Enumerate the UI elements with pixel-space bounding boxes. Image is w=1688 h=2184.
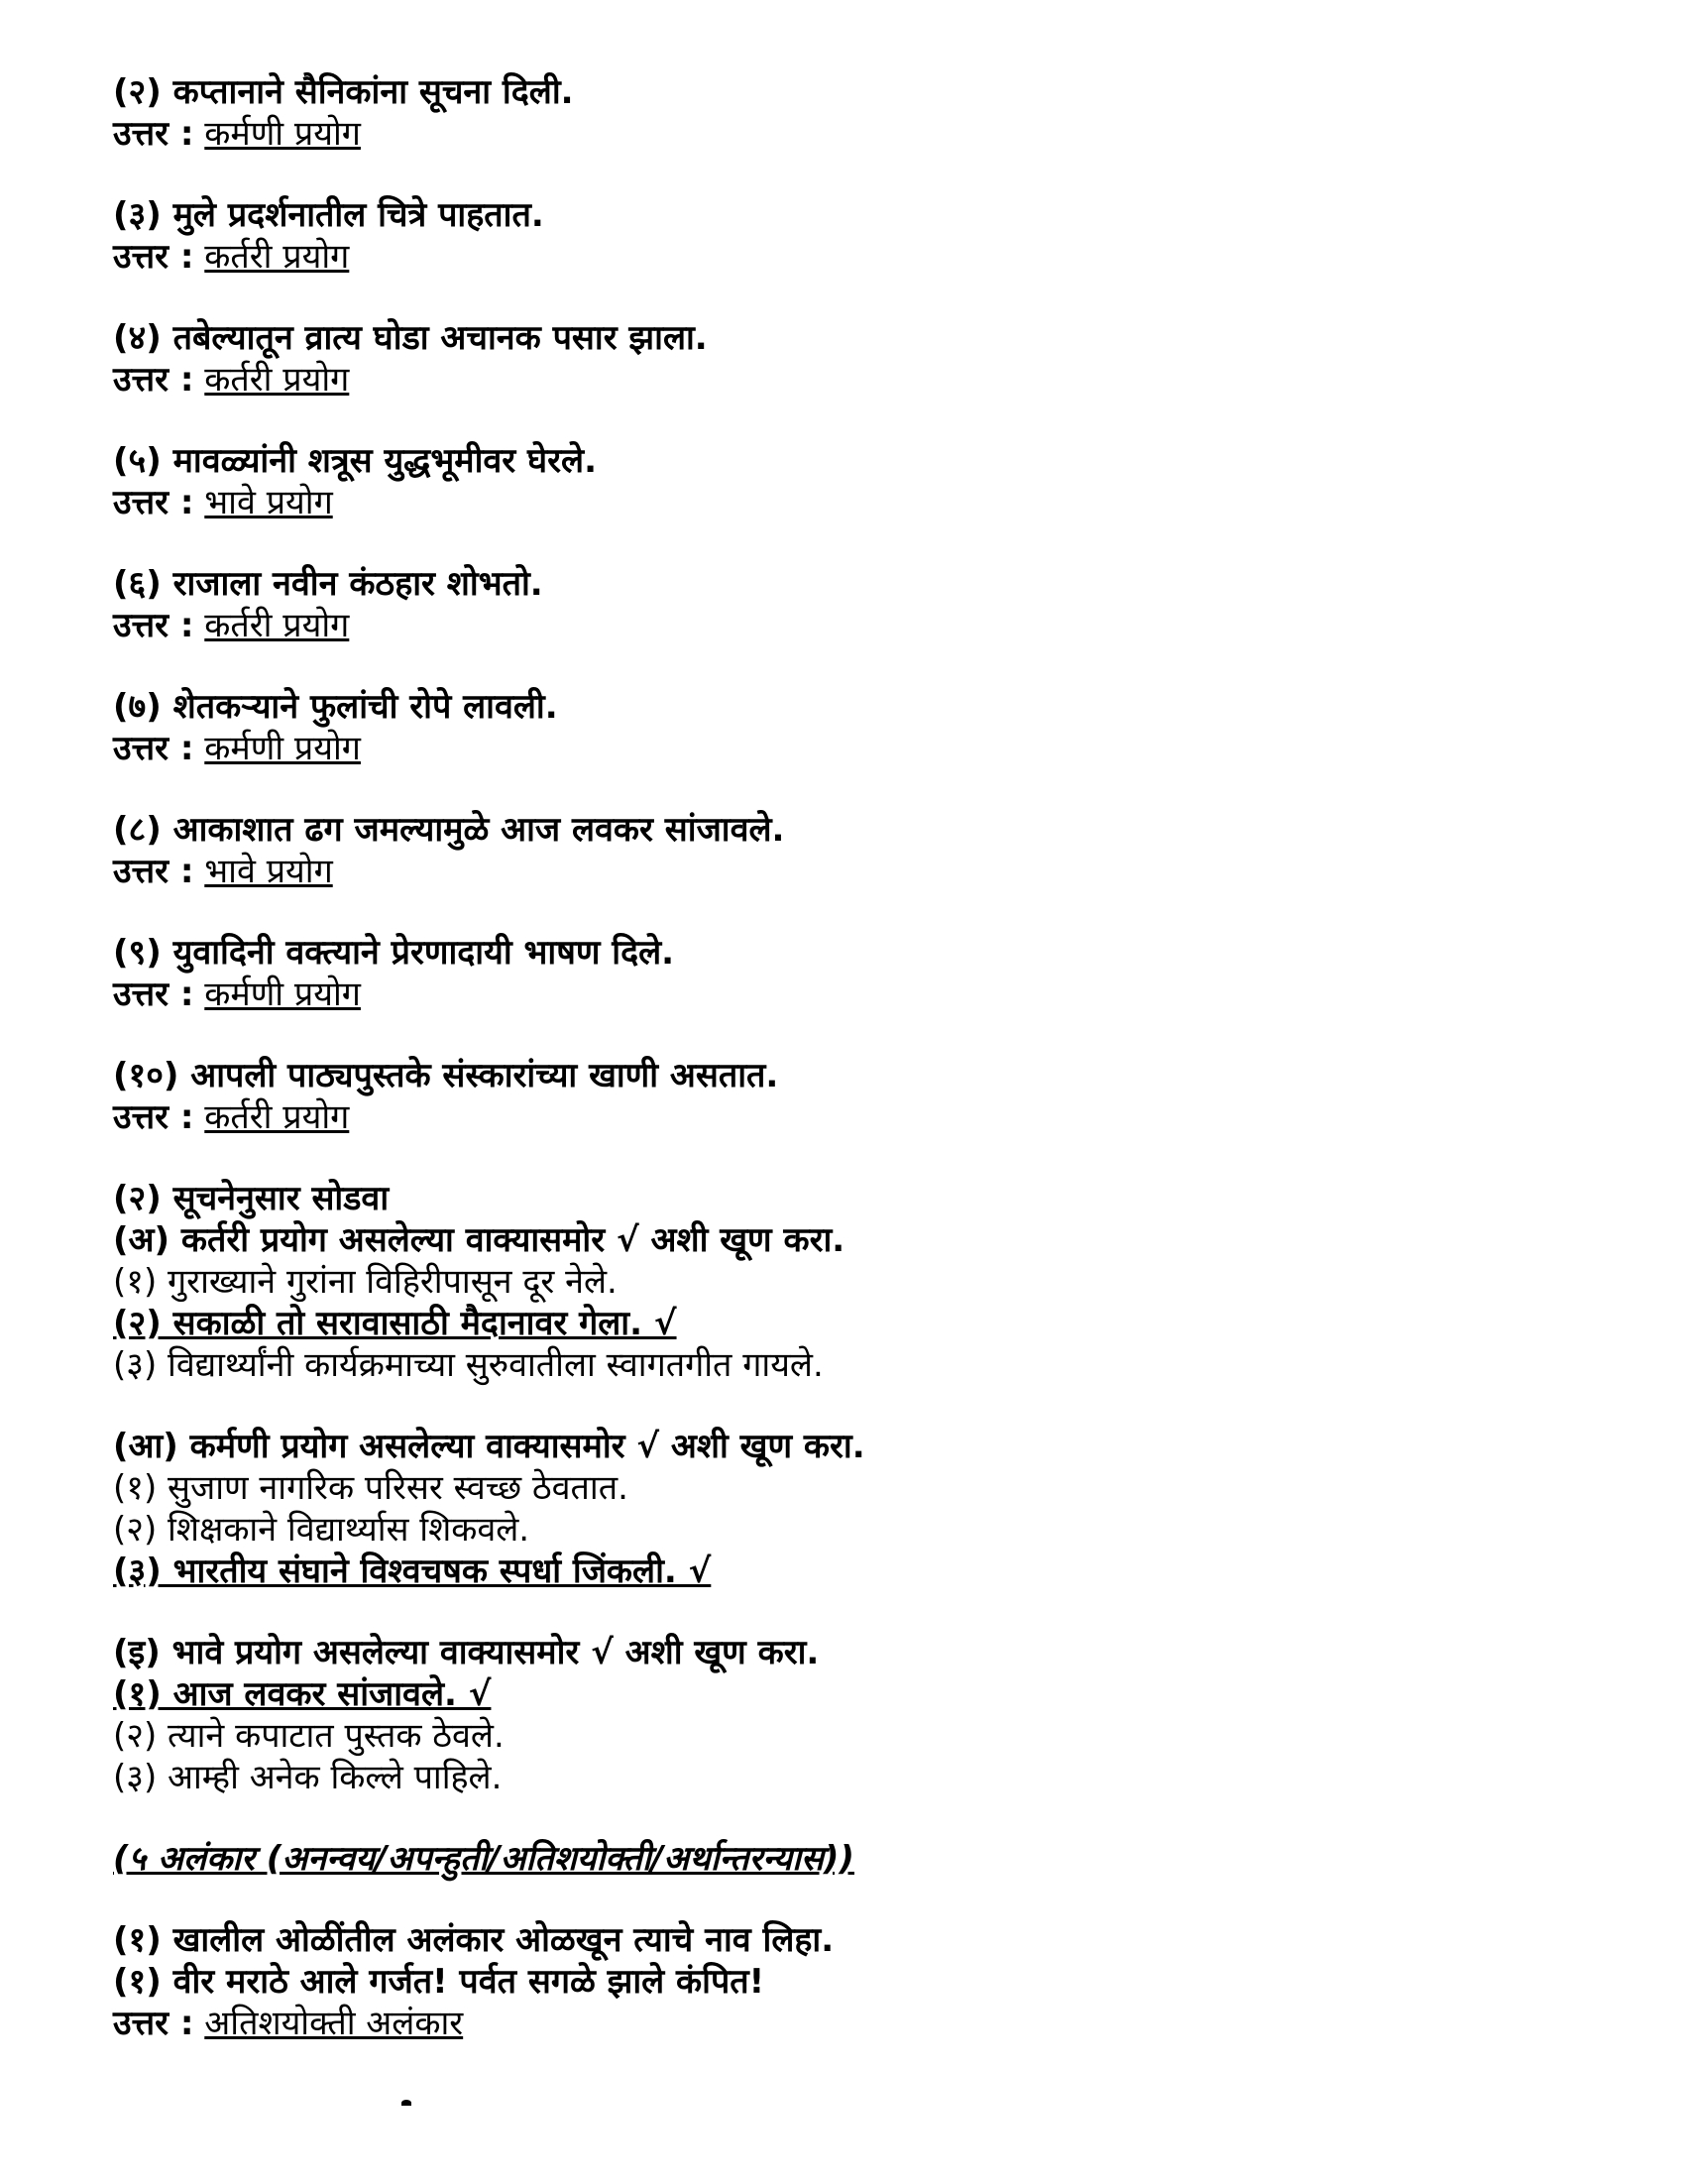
option-item: (३) विद्यार्थ्यांनी कार्यक्रमाच्या सुरुवातीला स्वागतगीत गायले. bbox=[113, 1345, 824, 1385]
question-alankar: (१) वीर मराठे आले गर्जत! पर्वत सगळे झाले कंपित! bbox=[113, 1962, 765, 2002]
question-8: (८) आकाशात ढग जमल्यामुळे आज लवकर सांजावले. bbox=[113, 810, 785, 850]
answer-label: उत्तर : bbox=[113, 729, 194, 768]
answer-value: कर्तरी प्रयोग bbox=[204, 237, 350, 277]
page-mark bbox=[401, 2100, 411, 2106]
answer-2 bbox=[113, 113, 1600, 155]
question-9: (९) युवादिनी वक्त्याने प्रेरणादायी भाषण दिले. bbox=[113, 933, 675, 973]
option-item-correct: (२) सकाळी तो सरावासाठी मैदानावर गेला. √ bbox=[113, 1304, 677, 1343]
answer-label: उत्तर : bbox=[113, 483, 194, 522]
answer-8 bbox=[113, 851, 1600, 892]
answer-value: कर्मणी प्रयोग bbox=[204, 975, 361, 1014]
question-2: (२) कप्तानाने सैनिकांना सूचना दिली. bbox=[113, 72, 574, 112]
question-7: (७) शेतकऱ्याने फुलांची रोपे लावली. bbox=[113, 687, 558, 727]
group-heading: (आ) कर्मणी प्रयोग असलेल्या वाक्यासमोर √ अशी खूण करा. bbox=[113, 1427, 865, 1466]
option-item-correct: (३) भारतीय संघाने विश्वचषक स्पर्धा जिंकली. √ bbox=[113, 1552, 712, 1591]
answer-7 bbox=[113, 728, 1600, 769]
instruction: (१) खालील ओळींतील अलंकार ओळखून त्याचे नाव लिहा. bbox=[113, 1920, 835, 1960]
answer-3 bbox=[113, 236, 1600, 278]
answer-label: उत्तर : bbox=[113, 237, 194, 277]
question-3: (३) मुले प्रदर्शनातील चित्रे पाहतात. bbox=[113, 195, 544, 235]
answer-label: उत्तर : bbox=[113, 360, 194, 400]
answer-label: उत्तर : bbox=[113, 852, 194, 891]
question-6: (६) राजाला नवीन कंठहार शोभतो. bbox=[113, 564, 543, 604]
option-item: (१) सुजाण नागरिक परिसर स्वच्छ ठेवतात. bbox=[113, 1468, 628, 1508]
question-5: (५) मावळ्यांनी शत्रूस युद्धभूमीवर घेरले. bbox=[113, 441, 597, 481]
answer-9 bbox=[113, 974, 1600, 1015]
option-item: (३) आम्ही अनेक किल्ले पाहिले. bbox=[113, 1758, 503, 1797]
answer-5 bbox=[113, 482, 1600, 523]
question-4: (४) तबेल्यातून व्रात्य घोडा अचानक पसार झाला. bbox=[113, 318, 708, 358]
answer-label: उत्तर : bbox=[113, 1097, 194, 1137]
answer-value: कर्तरी प्रयोग bbox=[204, 1097, 350, 1137]
section-title: (५ अलंकार (अनन्वय/अपन्हुती/अतिशयोक्ती/अर्थान्तरन्यास)) bbox=[113, 1839, 854, 1879]
question-10: (१०) आपली पाठ्यपुस्तके संस्कारांच्या खाणी असतात. bbox=[113, 1056, 779, 1095]
answer-label: उत्तर : bbox=[113, 975, 194, 1014]
answer-label: उत्तर : bbox=[113, 606, 194, 645]
answer-value: कर्मणी प्रयोग bbox=[204, 729, 361, 768]
option-item-correct: (१) आज लवकर सांजावले. √ bbox=[113, 1674, 492, 1714]
answer-10 bbox=[113, 1096, 1600, 1138]
option-item: (१) गुराख्याने गुरांना विहिरीपासून दूर नेले. bbox=[113, 1262, 618, 1302]
answer-value: कर्मणी प्रयोग bbox=[204, 114, 361, 154]
answer-value: कर्तरी प्रयोग bbox=[204, 360, 350, 400]
answer-6 bbox=[113, 605, 1600, 646]
answer-value: भावे प्रयोग bbox=[204, 483, 333, 522]
answer-label: उत्तर : bbox=[113, 2004, 194, 2043]
answer-label: उत्तर : bbox=[113, 114, 194, 154]
document-page bbox=[113, 71, 1600, 2044]
answer-4 bbox=[113, 359, 1600, 401]
group-heading: (अ) कर्तरी प्रयोग असलेल्या वाक्यासमोर √ अशी खूण करा. bbox=[113, 1220, 845, 1260]
option-item: (२) शिक्षकाने विद्यार्थ्यास शिकवले. bbox=[113, 1510, 530, 1550]
group-heading: (इ) भावे प्रयोग असलेल्या वाक्यासमोर √ अशी खूण करा. bbox=[113, 1633, 820, 1672]
option-item: (२) त्याने कपाटात पुस्तक ठेवले. bbox=[113, 1716, 505, 1756]
answer-value: कर्तरी प्रयोग bbox=[204, 606, 350, 645]
section-title: (२) सूचनेनुसार सोडवा bbox=[113, 1179, 390, 1218]
answer-value: अतिशयोक्ती अलंकार bbox=[204, 2004, 464, 2043]
answer-alankar bbox=[113, 2003, 1600, 2044]
answer-value: भावे प्रयोग bbox=[204, 852, 333, 891]
